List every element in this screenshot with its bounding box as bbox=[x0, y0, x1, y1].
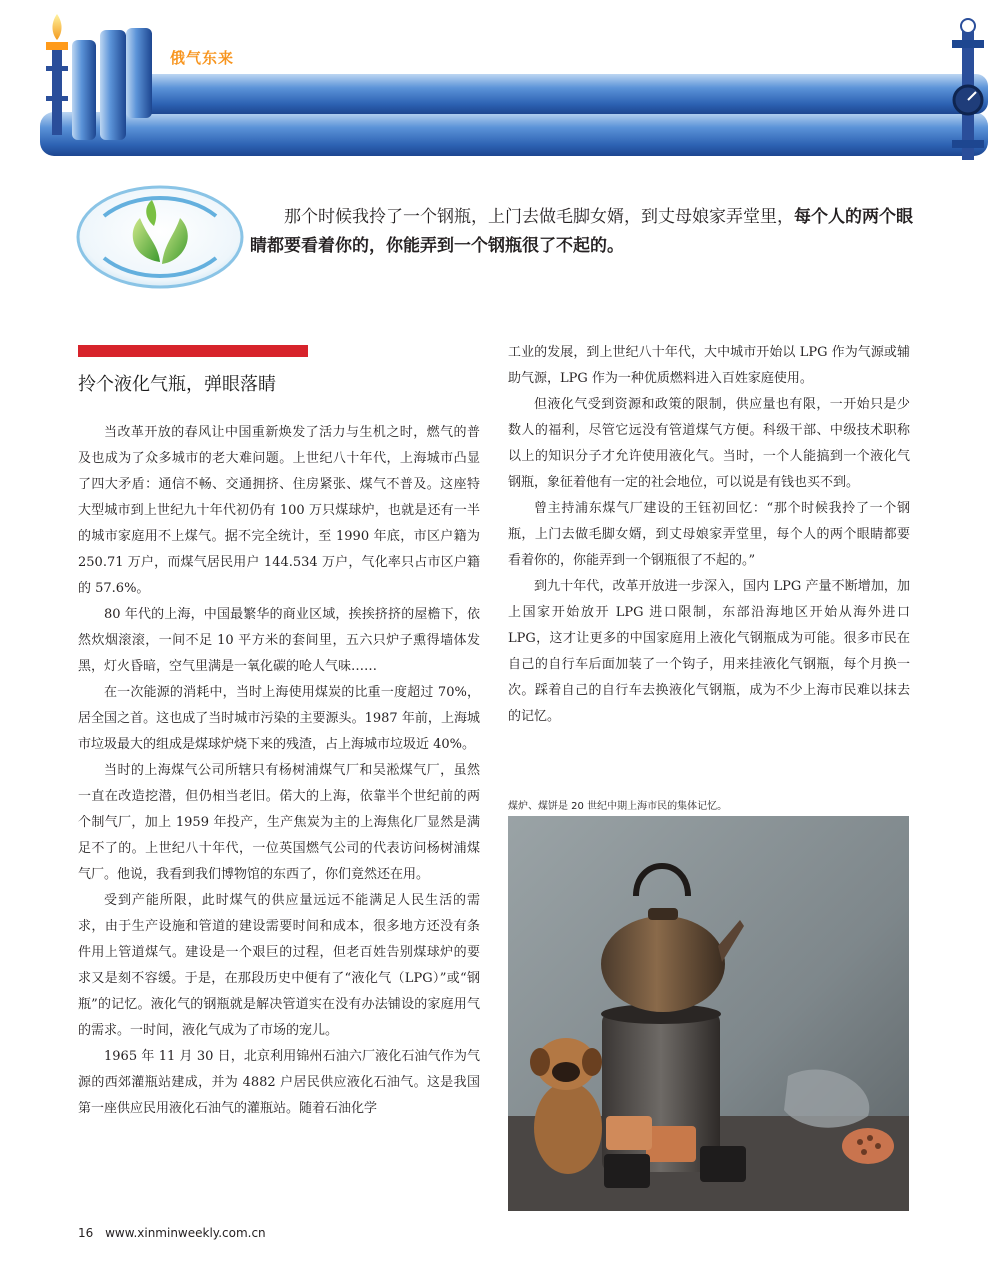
page-number: 16 bbox=[78, 1226, 94, 1240]
paragraph: 受到产能所限，此时煤气的供应量远远不能满足人民生活的需求，由于生产设施和管道的建设需要时间和成本，很多地方还没有条件用上管道煤气。建设是一个艰巨的过程，但老百姓告别煤球炉的要求又是刻不容缓。于是，在那段历史中便有了“液化气（LPG）”或“钢瓶”的记忆。液化气的钢瓶就是解决管道实在没有办法铺设的家庭用气的需求。一时间，液化气成为了市场的宠儿。 bbox=[78, 893, 480, 1038]
red-divider-bar bbox=[78, 345, 308, 357]
paragraph: 当时的上海煤气公司所辖只有杨树浦煤气厂和吴淞煤气厂，虽然一直在改造挖潜，但仍相当老旧。偌大的上海，依靠半个世纪前的两个制气厂，加上 1959 年投产，生产焦炭为主的上海焦化厂显然是满足不了的。上世纪八十年代，一位英国燃气公司的代表访问杨树浦煤气厂。他说，我看到我们博物馆的东西了，你们竟然还在用。 bbox=[78, 763, 480, 882]
coal-briquette bbox=[604, 1154, 650, 1188]
left-column bbox=[78, 420, 480, 1122]
leaf-logo-icon bbox=[74, 184, 246, 290]
paragraph: 但液化气受到资源和政策的限制，供应量也有限，一开始只是少数人的福利，尽管它远没有管道煤气方便。科级干部、中级技术职称以上的知识分子才允许使用液化气。当时，一个人能搞到一个液化气钢瓶，象征着他有一定的社会地位，可以说是有钱也买不到。 bbox=[508, 397, 910, 490]
right-column bbox=[508, 340, 910, 730]
pull-quote-regular: 那个时候我拎了一个钢瓶，上门去做毛脚女婿，到丈母娘家弄堂里， bbox=[284, 207, 794, 227]
section-label: 俄气东来 bbox=[170, 49, 235, 67]
article-headline: 拎个液化气瓶，弹眼落睛 bbox=[78, 374, 276, 395]
pipeline-banner bbox=[0, 0, 988, 170]
honeycomb-briquette bbox=[842, 1128, 894, 1164]
photo-caption: 煤炉、煤饼是 20 世纪中期上海市民的集体记忆。 bbox=[508, 801, 728, 812]
page-footer bbox=[78, 1226, 266, 1240]
pull-quote-bold: 每个人的两个眼睛都要看着你的，你能弄到一个钢瓶很了不起的。 bbox=[250, 207, 913, 256]
paragraph: 当改革开放的春风让中国重新焕发了活力与生机之时，燃气的普及也成为了众多城市的老大难问题。上世纪八十年代，上海城市凸显了四大矛盾：通信不畅、交通拥挤、住房紧张、煤气不普及。这座特大型城市到上世纪九十年代初仍有 100 万只煤球炉，也就是还有一半的城市家庭用不上煤气。据不完全统计，至 1990 年底，市区户籍为 250.71 万户，而煤气居民用户 144.534 万户，气化率只占市区户籍的 57.6%。 bbox=[78, 425, 480, 596]
pull-quote bbox=[250, 203, 920, 261]
paragraph: 在一次能源的消耗中，当时上海使用煤炭的比重一度超过 70%，居全国之首。这也成了当时城市污染的主要源头。1987 年前，上海城市垃圾最大的组成是煤球炉烧下来的残渣，占上海城市垃圾近 40%。 bbox=[78, 685, 480, 752]
paragraph: 到九十年代，改革开放进一步深入，国内 LPG 产量不断增加，加上国家开始放开 LPG 进口限制，东部沿海地区开始从海外进口 LPG，这才让更多的中国家庭用上液化气钢瓶成为可能。很多市民在自己的自行车后面加装了一个钩子，用来挂液化气钢瓶，每个月换一次。踩着自己的自行车去换液化气钢瓶，成为不少上海市民难以抹去的记忆。 bbox=[508, 579, 910, 724]
puppy bbox=[530, 1038, 602, 1174]
paragraph: 工业的发展，到上世纪八十年代，大中城市开始以 LPG 作为气源或辅助气源，LPG 作为一种优质燃料进入百姓家庭使用。 bbox=[508, 345, 910, 386]
paragraph: 80 年代的上海，中国最繁华的商业区域，挨挨挤挤的屋檐下，依然炊烟滚滚，一间不足 10 平方米的套间里，五六只炉子熏得墙体发黑，灯火昏暗，空气里满是一氧化碳的呛人气味…… bbox=[78, 607, 480, 674]
coal-briquette bbox=[700, 1146, 746, 1182]
paragraph: 曾主持浦东煤气厂建设的王钰初回忆：“那个时候我拎了一个钢瓶，上门去做毛脚女婿，到丈母娘家弄堂里，每个人的两个眼睛都要看着你的，你能弄到一个钢瓶很了不起的。” bbox=[508, 501, 910, 568]
coal-briquette bbox=[606, 1116, 652, 1150]
paragraph: 1965 年 11 月 30 日，北京利用锦州石油六厂液化石油气作为气源的西郊灌瓶站建成，并为 4882 户居民供应液化石油气。这是我国第一座供应民用液化石油气的灌瓶站。随着石油化学 bbox=[78, 1049, 480, 1116]
coal-briquette bbox=[646, 1126, 696, 1162]
website-url: www.xinminweekly.com.cn bbox=[105, 1226, 266, 1240]
coal-stove-kettle-photo bbox=[508, 816, 909, 1211]
